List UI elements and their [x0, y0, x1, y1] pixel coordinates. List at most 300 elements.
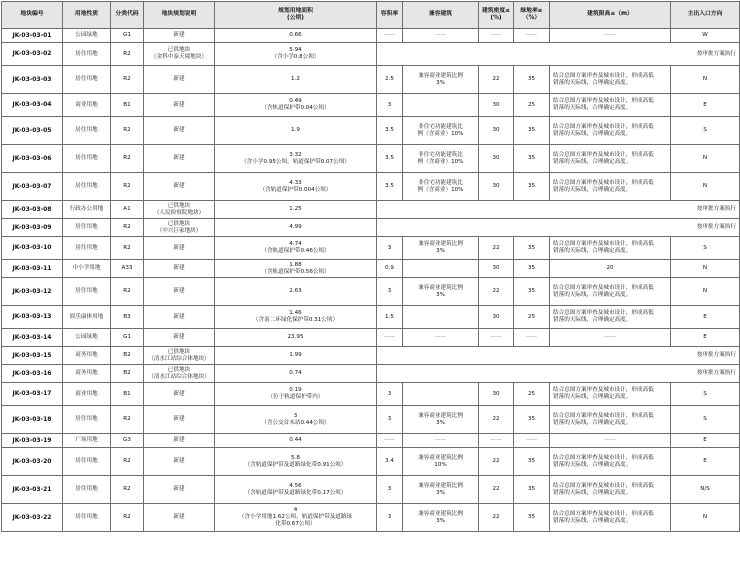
plan-note-line: 已供地块	[167, 47, 191, 54]
building-density-cell: 30	[479, 260, 514, 278]
class-code-cell: R2	[111, 448, 144, 476]
plan-note-cell	[144, 383, 215, 406]
header-density-line2: (%)	[490, 15, 502, 21]
height-limit-cell	[550, 448, 671, 476]
plan-note-line: 新建	[173, 458, 185, 464]
green-ratio-cell: 35	[514, 237, 550, 260]
height-limit-cell	[550, 278, 671, 306]
plan-note-line: 新建	[173, 76, 185, 82]
compatible-building-line: 例（含商业）10%	[417, 158, 464, 165]
plan-area-line: 3.32	[289, 151, 302, 158]
table-row	[2, 173, 740, 201]
class-code-cell: B1	[111, 383, 144, 406]
plan-area-line: （含轨道保护带0.004公顷）	[259, 186, 332, 193]
height-limit-line: 结合总图方案审查及城市设计，形成高低	[553, 72, 654, 79]
compatible-building-cell	[403, 504, 479, 532]
plan-note-line: 新建	[173, 32, 185, 38]
land-use-cell: 居住用地	[63, 66, 111, 94]
entrance-direction-cell: N	[671, 260, 740, 278]
green-ratio-cell: ——	[514, 329, 550, 347]
far-cell: 0.9	[377, 260, 403, 278]
plan-note-line: 新建	[173, 155, 185, 161]
land-use-cell: 居住用地	[63, 476, 111, 504]
class-code-cell: G1	[111, 29, 144, 43]
plot-id-cell: JK-03-03-12	[2, 278, 63, 306]
green-ratio-cell: 35	[514, 406, 550, 434]
plot-id-cell: JK-03-03-10	[2, 237, 63, 260]
building-density-cell: 22	[479, 237, 514, 260]
land-use-cell: 广场用地	[63, 434, 111, 448]
far-cell: 3.5	[377, 173, 403, 201]
table-row	[2, 29, 740, 43]
far-cell: 3	[377, 237, 403, 260]
plan-area-cell	[215, 406, 377, 434]
compatible-building-cell	[403, 329, 479, 347]
plan-area-line: 0.66	[289, 32, 302, 38]
plan-area-line: 1.2	[291, 76, 300, 82]
table-row	[2, 329, 740, 347]
compatible-building-line: 兼容商业建筑比例	[418, 412, 463, 419]
plan-area-cell	[215, 278, 377, 306]
plan-note-line: 已供地块	[167, 220, 191, 227]
far-cell: 1.5	[377, 306, 403, 329]
plan-area-cell	[215, 173, 377, 201]
land-use-cell: 商业用地	[63, 94, 111, 117]
building-density-cell: 22	[479, 476, 514, 504]
plan-area-line: （含南二环绿化保护带0.31公顷）	[252, 317, 339, 323]
height-limit-line: 错落的天际线，合理确定高度。	[553, 130, 632, 137]
plan-area-line: （含小学0.95公顷，轨道保护带0.07公顷）	[241, 158, 350, 165]
height-limit-line: 错落的天际线，合理确定高度。	[553, 158, 632, 165]
plan-area-line: 2.63	[289, 288, 302, 294]
height-limit-line: 结合总图方案审查及城市设计，形成高低	[553, 284, 654, 291]
land-use-cell: 居住用地	[63, 237, 111, 260]
class-code-cell: R2	[111, 504, 144, 532]
plan-area-line: （含轨道保护带及道路绿化带0.17公顷）	[244, 489, 347, 496]
plan-area-cell	[215, 43, 377, 66]
entrance-direction-cell: E	[671, 329, 740, 347]
compatible-building-line: 3%	[436, 79, 445, 86]
plan-note-line: （中兴巨家地块）	[156, 227, 202, 234]
far-cell: 3	[377, 94, 403, 117]
plan-area-line: 0.49	[289, 98, 302, 105]
plot-id-cell: JK-03-03-22	[2, 504, 63, 532]
height-limit-line: 错落的天际线，合理确定高度。	[553, 291, 632, 298]
approved-plan-cell: 按审批方案执行	[377, 347, 740, 365]
height-limit-line: ——	[604, 437, 616, 443]
green-ratio-cell: 35	[514, 117, 550, 145]
land-plot-table	[1, 1, 740, 532]
building-density-cell: 30	[479, 117, 514, 145]
plan-area-cell	[215, 201, 377, 219]
compatible-building-line: 兼容商业建筑比例	[418, 510, 463, 517]
table-row	[2, 94, 740, 117]
plan-note-cell	[144, 173, 215, 201]
compatible-building-line: 10%	[434, 461, 447, 468]
table-row	[2, 383, 740, 406]
compatible-building-line: 非住宅功能建筑比	[418, 123, 463, 130]
plan-area-line: （含轨道保护带及道路绿化带0.91公顷）	[244, 461, 347, 468]
approved-plan-cell: 按审批方案执行	[377, 219, 740, 237]
land-use-cell: 居住用地	[63, 278, 111, 306]
height-limit-line: 结合总图方案审查及城市设计，形成高低	[553, 510, 654, 517]
land-use-cell: 娱乐康体用地	[63, 306, 111, 329]
plan-area-line: （含轨道保护带0.46公顷）	[261, 248, 330, 254]
header-area-line2: (公顷)	[287, 15, 304, 21]
entrance-direction-cell: N/S	[671, 476, 740, 504]
class-code-cell: R2	[111, 237, 144, 260]
class-code-cell: A33	[111, 260, 144, 278]
far-cell: ——	[377, 329, 403, 347]
plan-note-cell	[144, 66, 215, 94]
plot-id-cell: JK-03-03-03	[2, 66, 63, 94]
plan-note-cell	[144, 306, 215, 329]
table-row	[2, 278, 740, 306]
plan-note-cell	[144, 278, 215, 306]
plan-note-cell	[144, 260, 215, 278]
plan-note-cell	[144, 365, 215, 383]
plan-note-cell	[144, 201, 215, 219]
plan-area-cell	[215, 365, 377, 383]
compatible-building-line: ——	[434, 437, 447, 443]
table-row	[2, 448, 740, 476]
plan-area-line: （含小学用地1.62公顷，轨道保护带及道路绿	[238, 514, 353, 520]
land-use-cell: 行政办公用地	[63, 201, 111, 219]
header-green-ratio: 绿地率≥（%）	[514, 2, 550, 29]
header-plot-id: 地块编号	[2, 2, 63, 29]
land-use-cell: 居住用地	[63, 406, 111, 434]
table-header-row	[2, 2, 740, 29]
green-ratio-cell: 35	[514, 448, 550, 476]
plan-area-line: 5.94	[289, 47, 302, 54]
class-code-cell: R2	[111, 43, 144, 66]
plan-note-line: 新建	[173, 288, 185, 294]
plan-note-line: 新建	[173, 244, 185, 251]
class-code-cell: G3	[111, 434, 144, 448]
compatible-building-cell	[403, 306, 479, 329]
land-use-cell: 居住用地	[63, 43, 111, 66]
plan-note-line: 新建	[173, 334, 185, 340]
header-density-line1: 建筑密度≤	[481, 7, 511, 14]
height-limit-cell	[550, 329, 671, 347]
plan-area-cell	[215, 145, 377, 173]
green-ratio-cell: 25	[514, 383, 550, 406]
land-use-cell: 居住用地	[63, 448, 111, 476]
plan-area-cell	[215, 347, 377, 365]
height-limit-line: 结合总图方案审查及城市设计，形成高低	[553, 151, 654, 158]
entrance-direction-cell: S	[671, 383, 740, 406]
plot-id-cell: JK-03-03-13	[2, 306, 63, 329]
approved-plan-cell: 按审批方案执行	[377, 43, 740, 66]
green-ratio-cell: 35	[514, 173, 550, 201]
plan-note-cell	[144, 94, 215, 117]
height-limit-line: 错落的天际线，合理确定高度。	[553, 461, 632, 468]
land-use-cell: 商务用地	[63, 365, 111, 383]
height-limit-cell	[550, 145, 671, 173]
plan-note-line: （清水江站综合体地块）	[148, 355, 210, 362]
plan-note-cell	[144, 448, 215, 476]
height-limit-cell	[550, 504, 671, 532]
far-cell: 3	[377, 278, 403, 306]
plan-note-line: （金科中泰天境地块）	[151, 54, 207, 60]
compatible-building-cell	[403, 145, 479, 173]
building-density-cell: 30	[479, 306, 514, 329]
plan-area-line: 4.74	[289, 241, 302, 248]
plan-area-line: 4.33	[289, 179, 302, 186]
compatible-building-line: 兼容商业建筑比例	[418, 241, 463, 248]
height-limit-line: 结合总图方案审查及城市设计，形成高低	[553, 454, 654, 461]
building-density-cell: 30	[479, 173, 514, 201]
height-limit-line: 错落的天际线，合理确定高度。	[553, 489, 632, 496]
plan-note-cell	[144, 406, 215, 434]
compatible-building-line: 例（含商业）10%	[417, 186, 464, 193]
plan-note-line: 新建	[173, 265, 185, 271]
table-row	[2, 117, 740, 145]
header-plan-note: 地块规划说明	[144, 2, 215, 29]
building-density-cell: 22	[479, 278, 514, 306]
table-row	[2, 406, 740, 434]
entrance-direction-cell: S	[671, 117, 740, 145]
plan-area-cell	[215, 504, 377, 532]
table-row	[2, 476, 740, 504]
table-row	[2, 43, 740, 66]
compatible-building-line: 例（含商业）10%	[417, 130, 464, 137]
plan-area-cell	[215, 219, 377, 237]
plan-area-cell	[215, 260, 377, 278]
compatible-building-line: 3%	[436, 419, 445, 426]
far-cell: ——	[377, 434, 403, 448]
plan-note-cell	[144, 347, 215, 365]
compatible-building-cell	[403, 434, 479, 448]
land-use-cell: 居住用地	[63, 117, 111, 145]
plot-id-cell: JK-03-03-19	[2, 434, 63, 448]
plot-id-cell: JK-03-03-01	[2, 29, 63, 43]
height-limit-line: 错落的天际线，合理确定高度。	[553, 79, 632, 86]
height-limit-cell	[550, 173, 671, 201]
far-cell: 3	[377, 504, 403, 532]
compatible-building-cell	[403, 383, 479, 406]
height-limit-line: 20	[606, 265, 614, 271]
plan-area-cell	[215, 476, 377, 504]
plan-area-line: 0.44	[289, 437, 302, 443]
plan-note-cell	[144, 117, 215, 145]
plot-id-cell: JK-03-03-08	[2, 201, 63, 219]
approved-plan-cell: 按审批方案执行	[377, 365, 740, 383]
entrance-direction-cell: E	[671, 448, 740, 476]
compatible-building-line: 非住宅功能建筑比	[418, 151, 463, 158]
height-limit-line: 错落的天际线，合理确定高度。	[553, 317, 632, 323]
plan-note-cell	[144, 329, 215, 347]
table-row	[2, 434, 740, 448]
plan-note-line: （清水江站综合体地块）	[148, 373, 210, 380]
plan-area-cell	[215, 66, 377, 94]
compatible-building-line: 非住宅功能建筑比	[418, 179, 463, 186]
header-plan-area	[215, 2, 377, 29]
plot-id-cell: JK-03-03-05	[2, 117, 63, 145]
compatible-building-cell	[403, 260, 479, 278]
plan-note-line: 新建	[173, 101, 185, 108]
height-limit-cell	[550, 66, 671, 94]
plan-note-line: 新建	[173, 514, 185, 520]
building-density-cell: 30	[479, 383, 514, 406]
far-cell: 3	[377, 406, 403, 434]
compatible-building-line: 3%	[436, 248, 445, 254]
plan-area-line: （含小学0.8公顷）	[271, 54, 320, 60]
land-use-cell: 公园绿地	[63, 29, 111, 43]
plot-id-cell: JK-03-03-02	[2, 43, 63, 66]
green-ratio-cell: ——	[514, 29, 550, 43]
building-density-cell: ——	[479, 29, 514, 43]
compatible-building-cell	[403, 117, 479, 145]
height-limit-cell	[550, 383, 671, 406]
plan-note-cell	[144, 145, 215, 173]
entrance-direction-cell: N	[671, 278, 740, 306]
plan-note-line: 新建	[173, 313, 185, 320]
compatible-building-cell	[403, 173, 479, 201]
green-ratio-cell: 25	[514, 94, 550, 117]
green-ratio-cell: 25	[514, 306, 550, 329]
building-density-cell: ——	[479, 434, 514, 448]
plan-note-line: 新建	[173, 437, 185, 443]
height-limit-line: 结合总图方案审查及城市设计，形成高低	[553, 98, 654, 105]
height-limit-cell	[550, 94, 671, 117]
far-cell: 3.5	[377, 117, 403, 145]
class-code-cell: B1	[111, 94, 144, 117]
entrance-direction-cell: N	[671, 504, 740, 532]
far-cell: 3	[377, 383, 403, 406]
class-code-cell: B3	[111, 306, 144, 329]
far-cell: 3	[377, 476, 403, 504]
header-far: 容积率	[377, 2, 403, 29]
header-building-density	[479, 2, 514, 29]
header-class-code: 分类代码	[111, 2, 144, 29]
compatible-building-cell	[403, 406, 479, 434]
entrance-direction-cell: N	[671, 145, 740, 173]
height-limit-line: 错落的天际线，合理确定高度。	[553, 517, 632, 524]
class-code-cell: B2	[111, 347, 144, 365]
height-limit-line: 结合总图方案审查及城市设计，形成高低	[553, 387, 654, 394]
compatible-building-line: ——	[434, 334, 447, 340]
entrance-direction-cell: E	[671, 306, 740, 329]
building-density-cell: 22	[479, 406, 514, 434]
land-use-cell: 居住用地	[63, 145, 111, 173]
height-limit-line: 结合总图方案审查及城市设计，形成高低	[553, 310, 654, 317]
class-code-cell: R2	[111, 278, 144, 306]
plot-id-cell: JK-03-03-16	[2, 365, 63, 383]
entrance-direction-cell: E	[671, 434, 740, 448]
height-limit-cell	[550, 117, 671, 145]
green-ratio-cell: 35	[514, 66, 550, 94]
height-limit-line: 错落的天际线，合理确定高度。	[553, 419, 632, 426]
plan-note-line: 已供地块	[167, 348, 191, 355]
height-limit-cell	[550, 260, 671, 278]
building-density-cell: 22	[479, 504, 514, 532]
entrance-direction-cell: E	[671, 94, 740, 117]
table-row	[2, 66, 740, 94]
green-ratio-cell: 35	[514, 145, 550, 173]
compatible-building-line: 兼容商业建筑比例	[418, 454, 463, 461]
plot-id-cell: JK-03-03-18	[2, 406, 63, 434]
height-limit-cell	[550, 406, 671, 434]
height-limit-line: 结合总图方案审查及城市设计，形成高低	[553, 179, 654, 186]
class-code-cell: R2	[111, 476, 144, 504]
plot-id-cell: JK-03-03-15	[2, 347, 63, 365]
plan-area-line: （位于轨道保护带内）	[267, 394, 324, 400]
plan-area-cell	[215, 94, 377, 117]
plan-area-line: 1.9	[291, 127, 300, 133]
plan-area-line: 4.56	[289, 482, 302, 489]
plot-id-cell: JK-03-03-09	[2, 219, 63, 237]
plan-area-line: 4.99	[289, 224, 302, 230]
compatible-building-line: 兼容商业建筑比例	[418, 72, 463, 79]
land-use-cell: 商业用地	[63, 383, 111, 406]
plan-note-line: 新建	[173, 486, 185, 492]
plot-id-cell: JK-03-03-04	[2, 94, 63, 117]
plot-id-cell: JK-03-03-21	[2, 476, 63, 504]
class-code-cell: G1	[111, 329, 144, 347]
plot-id-cell: JK-03-03-11	[2, 260, 63, 278]
table-row	[2, 145, 740, 173]
class-code-cell: R2	[111, 145, 144, 173]
compatible-building-line: 3%	[436, 291, 445, 298]
plot-id-cell: JK-03-03-07	[2, 173, 63, 201]
height-limit-line: ——	[604, 334, 616, 340]
plan-area-cell	[215, 448, 377, 476]
green-ratio-cell: ——	[514, 434, 550, 448]
table-row	[2, 219, 740, 237]
height-limit-line: 错落的天际线，合理确定高度。	[553, 394, 632, 400]
compatible-building-cell	[403, 94, 479, 117]
land-use-cell: 商务用地	[63, 347, 111, 365]
compatible-building-line: 3%	[436, 517, 445, 524]
plan-note-cell	[144, 237, 215, 260]
building-density-cell: ——	[479, 329, 514, 347]
green-ratio-cell: 35	[514, 278, 550, 306]
plan-note-line: （人民检察院地块）	[153, 209, 205, 216]
entrance-direction-cell: S	[671, 237, 740, 260]
plan-area-cell	[215, 306, 377, 329]
building-density-cell: 30	[479, 94, 514, 117]
header-height-limit: 建筑限高≤（m）	[550, 2, 671, 29]
compatible-building-line: ——	[434, 32, 447, 38]
plot-id-cell: JK-03-03-14	[2, 329, 63, 347]
height-limit-line: ——	[604, 32, 616, 38]
class-code-cell: R2	[111, 219, 144, 237]
approved-plan-cell: 按审批方案执行	[377, 201, 740, 219]
plan-area-line: 0.19	[289, 387, 302, 394]
plan-area-cell	[215, 434, 377, 448]
entrance-direction-cell: N	[671, 173, 740, 201]
green-ratio-cell: 35	[514, 260, 550, 278]
compatible-building-cell	[403, 66, 479, 94]
plot-id-cell: JK-03-03-17	[2, 383, 63, 406]
class-code-cell: R2	[111, 406, 144, 434]
table-row	[2, 306, 740, 329]
entrance-direction-cell: S	[671, 406, 740, 434]
building-density-cell: 22	[479, 448, 514, 476]
plan-area-cell	[215, 329, 377, 347]
compatible-building-cell	[403, 476, 479, 504]
class-code-cell: R2	[111, 117, 144, 145]
class-code-cell: R2	[111, 66, 144, 94]
plan-note-line: 新建	[173, 416, 185, 422]
land-use-cell: 居住用地	[63, 504, 111, 532]
table-row	[2, 237, 740, 260]
plan-area-line: 4	[293, 507, 298, 514]
height-limit-line: 结合总图方案审查及城市设计，形成高低	[553, 482, 654, 489]
table-row	[2, 260, 740, 278]
plan-area-line: 5.8	[291, 454, 300, 461]
